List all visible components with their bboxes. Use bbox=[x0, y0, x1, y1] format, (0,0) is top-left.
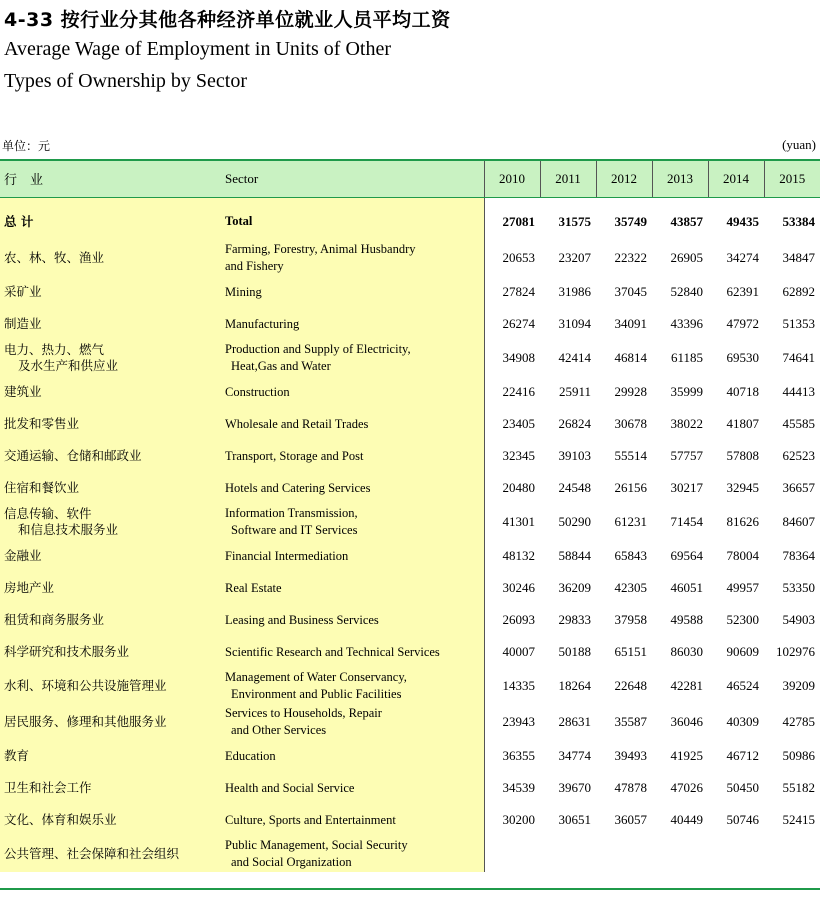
sector-name-cn-text: 教育 bbox=[4, 748, 30, 763]
wage-value-cell: 62892 bbox=[782, 284, 815, 299]
sector-name-en bbox=[221, 836, 484, 872]
sector-name-cn bbox=[0, 804, 221, 836]
sector-name-cn-text: 水利、环境和公共设施管理业 bbox=[4, 678, 167, 693]
sector-name-en-text: Mining bbox=[225, 284, 262, 299]
column-header-sector-en: Sector bbox=[221, 161, 484, 197]
sector-name-cn bbox=[0, 340, 221, 376]
sector-name-cn-text: 建筑业 bbox=[4, 384, 42, 399]
wage-value-cell: 25911 bbox=[558, 384, 591, 399]
wage-value-cell bbox=[596, 836, 652, 872]
wage-value-cell: 86030 bbox=[670, 644, 703, 659]
wage-value-cell: 36657 bbox=[782, 480, 815, 495]
sector-name-cn-text-line2: 和信息技术服务业 bbox=[18, 522, 119, 537]
sector-name-en bbox=[221, 804, 484, 836]
sector-name-en-text: Leasing and Business Services bbox=[225, 612, 379, 627]
wage-value-cell: 49588 bbox=[670, 612, 703, 627]
wage-value-cell: 42414 bbox=[558, 350, 591, 365]
table-row bbox=[0, 276, 820, 308]
sector-name-cn-text-line2: 及水生产和供应业 bbox=[18, 358, 119, 373]
wage-value-cell: 49435 bbox=[726, 213, 759, 229]
wage-value-cell bbox=[764, 836, 820, 872]
wage-value-cell: 47878 bbox=[614, 780, 647, 795]
sector-name-en-text: Wholesale and Retail Trades bbox=[225, 416, 369, 431]
column-header-year: 2015 bbox=[764, 161, 820, 197]
sector-name-cn-text: 金融业 bbox=[4, 548, 42, 563]
wage-value-cell: 22322 bbox=[614, 250, 647, 265]
wage-value-cell: 27081 bbox=[502, 213, 535, 229]
sector-name-cn-text: 公共管理、社会保障和社会组织 bbox=[4, 846, 180, 861]
wage-value-cell: 49957 bbox=[726, 580, 759, 595]
wage-value-cell: 52300 bbox=[726, 612, 759, 627]
table-row bbox=[0, 836, 820, 872]
wage-value-cell: 28631 bbox=[558, 714, 591, 729]
sector-name-en-text: Total bbox=[225, 214, 253, 229]
sector-name-en-text: Manufacturing bbox=[225, 316, 300, 331]
wage-value-cell: 41925 bbox=[670, 748, 703, 763]
sector-name-cn-text: 制造业 bbox=[4, 316, 42, 331]
table-header-row bbox=[0, 161, 820, 197]
wage-value-cell: 30200 bbox=[502, 812, 535, 827]
sector-name-en-text: Scientific Research and Technical Services bbox=[225, 644, 440, 659]
unit-label-cn: 单位：元 bbox=[2, 139, 51, 153]
sector-name-en bbox=[221, 668, 484, 704]
sector-name-cn-text: 采矿业 bbox=[4, 284, 42, 299]
sector-name-cn-text: 居民服务、修理和其他服务业 bbox=[4, 714, 167, 729]
wage-value-cell: 23943 bbox=[502, 714, 535, 729]
wage-value-cell: 34847 bbox=[782, 250, 815, 265]
sector-name-en-text: Public Management, Social Security bbox=[225, 838, 408, 852]
wage-value-cell: 30217 bbox=[670, 480, 703, 495]
wage-value-cell: 24548 bbox=[558, 480, 591, 495]
sector-name-en bbox=[221, 704, 484, 740]
wage-value-cell: 40007 bbox=[502, 644, 535, 659]
wage-value-cell: 52840 bbox=[670, 284, 703, 299]
sector-name-cn bbox=[0, 704, 221, 740]
sector-name-en-text: Culture, Sports and Entertainment bbox=[225, 812, 396, 827]
wage-value-cell: 34539 bbox=[502, 780, 535, 795]
wage-value-cell: 36046 bbox=[670, 714, 703, 729]
sector-name-cn-text: 总 计 bbox=[4, 213, 34, 229]
wage-value-cell: 47972 bbox=[726, 316, 759, 331]
table-row bbox=[0, 308, 820, 340]
table-row-total bbox=[0, 197, 820, 240]
wage-value-cell: 50746 bbox=[726, 812, 759, 827]
wage-value-cell: 34908 bbox=[502, 350, 535, 365]
wage-value-cell: 36057 bbox=[614, 812, 647, 827]
wage-value-cell: 65843 bbox=[614, 548, 647, 563]
sector-name-en bbox=[221, 504, 484, 540]
sector-name-en bbox=[221, 604, 484, 636]
unit-label-en: (yuan) bbox=[782, 137, 816, 152]
wage-value-cell: 20480 bbox=[502, 480, 535, 495]
wage-value-cell: 58844 bbox=[558, 548, 591, 563]
wage-value-cell: 57808 bbox=[726, 448, 759, 463]
wage-value-cell: 41301 bbox=[502, 514, 535, 529]
sector-name-cn bbox=[0, 197, 221, 240]
wage-value-cell: 42785 bbox=[782, 714, 815, 729]
sector-name-cn-text: 交通运输、仓储和邮政业 bbox=[4, 448, 142, 463]
sector-name-cn bbox=[0, 540, 221, 572]
sector-name-cn-text: 电力、热力、燃气 bbox=[4, 342, 105, 357]
page-title-en-line2: Types of Ownership by Sector bbox=[4, 70, 247, 92]
sector-name-cn bbox=[0, 472, 221, 504]
wage-value-cell: 50290 bbox=[558, 514, 591, 529]
table-row bbox=[0, 704, 820, 740]
wage-value-cell: 41807 bbox=[726, 416, 759, 431]
sector-name-en-text: Production and Supply of Electricity, bbox=[225, 342, 411, 356]
wage-value-cell: 20653 bbox=[502, 250, 535, 265]
wage-value-cell: 40449 bbox=[670, 812, 703, 827]
wage-value-cell: 61185 bbox=[670, 350, 703, 365]
sector-name-en bbox=[221, 276, 484, 308]
wage-value-cell: 51353 bbox=[782, 316, 815, 331]
wage-value-cell: 22416 bbox=[502, 384, 535, 399]
sector-name-en-text: Information Transmission, bbox=[225, 506, 358, 520]
sector-name-en bbox=[221, 340, 484, 376]
wage-value-cell: 36355 bbox=[502, 748, 535, 763]
wage-value-cell: 78004 bbox=[726, 548, 759, 563]
wage-value-cell: 57757 bbox=[670, 448, 703, 463]
wage-value-cell: 22648 bbox=[614, 678, 647, 693]
table-bottom-rule bbox=[0, 888, 820, 890]
wage-value-cell: 26274 bbox=[502, 316, 535, 331]
column-header-year: 2011 bbox=[540, 161, 596, 197]
sector-name-cn bbox=[0, 668, 221, 704]
wage-value-cell: 46524 bbox=[726, 678, 759, 693]
column-header-year: 2012 bbox=[596, 161, 652, 197]
wage-value-cell: 74641 bbox=[782, 350, 815, 365]
wage-value-cell: 34091 bbox=[614, 316, 647, 331]
wage-value-cell bbox=[652, 836, 708, 872]
wage-value-cell: 18264 bbox=[558, 678, 591, 693]
table-row bbox=[0, 740, 820, 772]
sector-name-en-text: Services to Households, Repair bbox=[225, 706, 382, 720]
wage-value-cell: 29833 bbox=[558, 612, 591, 627]
wage-value-cell: 39670 bbox=[558, 780, 591, 795]
wage-value-cell bbox=[540, 836, 596, 872]
wage-value-cell: 26156 bbox=[614, 480, 647, 495]
table-row bbox=[0, 504, 820, 540]
wage-value-cell: 45585 bbox=[782, 416, 815, 431]
sector-name-cn bbox=[0, 376, 221, 408]
table-row bbox=[0, 604, 820, 636]
wage-value-cell: 48132 bbox=[502, 548, 535, 563]
table-row bbox=[0, 340, 820, 376]
wage-value-cell: 62523 bbox=[782, 448, 815, 463]
wage-value-cell: 26905 bbox=[670, 250, 703, 265]
wage-value-cell: 35999 bbox=[670, 384, 703, 399]
sector-name-en-text-line2: and Social Organization bbox=[231, 855, 352, 869]
table-row bbox=[0, 440, 820, 472]
sector-name-en bbox=[221, 408, 484, 440]
wage-value-cell: 38022 bbox=[670, 416, 703, 431]
sector-name-en-text: Construction bbox=[225, 384, 290, 399]
sector-name-cn bbox=[0, 836, 221, 872]
sector-name-en bbox=[221, 240, 484, 276]
sector-name-en-text: Health and Social Service bbox=[225, 780, 355, 795]
column-header-sector-cn: 行 业 bbox=[0, 161, 221, 197]
sector-name-cn-text: 租赁和商务服务业 bbox=[4, 612, 105, 627]
wage-value-cell: 32345 bbox=[502, 448, 535, 463]
sector-name-cn-text: 批发和零售业 bbox=[4, 416, 80, 431]
table-row bbox=[0, 472, 820, 504]
wage-value-cell: 30651 bbox=[558, 812, 591, 827]
sector-name-en bbox=[221, 540, 484, 572]
wage-value-cell: 81626 bbox=[726, 514, 759, 529]
wage-value-cell: 30678 bbox=[614, 416, 647, 431]
wage-value-cell: 31986 bbox=[558, 284, 591, 299]
wage-value-cell bbox=[708, 836, 764, 872]
wage-value-cell: 39103 bbox=[558, 448, 591, 463]
sector-name-cn bbox=[0, 504, 221, 540]
sector-name-en-text: Education bbox=[225, 748, 276, 763]
wage-value-cell: 61231 bbox=[614, 514, 647, 529]
sector-name-cn bbox=[0, 740, 221, 772]
table-row bbox=[0, 772, 820, 804]
table-row bbox=[0, 668, 820, 704]
table-row bbox=[0, 408, 820, 440]
wage-value-cell: 84607 bbox=[782, 514, 815, 529]
sector-name-cn-text: 农、林、牧、渔业 bbox=[4, 250, 105, 265]
sector-name-cn bbox=[0, 308, 221, 340]
wage-value-cell: 29928 bbox=[614, 384, 647, 399]
wage-value-cell: 42305 bbox=[614, 580, 647, 595]
sector-name-en bbox=[221, 472, 484, 504]
wage-value-cell: 37958 bbox=[614, 612, 647, 627]
sector-name-cn bbox=[0, 772, 221, 804]
sector-name-en bbox=[221, 440, 484, 472]
wage-value-cell: 54903 bbox=[782, 612, 815, 627]
wage-value-cell: 69564 bbox=[670, 548, 703, 563]
table-row bbox=[0, 572, 820, 604]
sector-name-en bbox=[221, 740, 484, 772]
wage-value-cell: 36209 bbox=[558, 580, 591, 595]
sector-name-en-text-line2: Environment and Public Facilities bbox=[231, 687, 402, 701]
wage-value-cell: 31094 bbox=[558, 316, 591, 331]
wage-value-cell: 27824 bbox=[502, 284, 535, 299]
wage-value-cell: 50450 bbox=[726, 780, 759, 795]
sector-name-en-text-line2: Heat,Gas and Water bbox=[231, 359, 331, 373]
wage-value-cell: 102976 bbox=[776, 644, 815, 659]
sector-name-en bbox=[221, 772, 484, 804]
sector-name-en bbox=[221, 376, 484, 408]
wage-value-cell: 35587 bbox=[614, 714, 647, 729]
wage-value-cell: 50986 bbox=[782, 748, 815, 763]
wage-value-cell: 78364 bbox=[782, 548, 815, 563]
wage-value-cell: 53384 bbox=[782, 213, 815, 229]
wage-value-cell: 26093 bbox=[502, 612, 535, 627]
sector-name-cn-text: 住宿和餐饮业 bbox=[4, 480, 80, 495]
wage-value-cell: 23207 bbox=[558, 250, 591, 265]
sector-name-en bbox=[221, 197, 484, 240]
wage-value-cell: 46814 bbox=[614, 350, 647, 365]
wage-value-cell: 14335 bbox=[502, 678, 535, 693]
sector-name-en-text: Management of Water Conservancy, bbox=[225, 670, 407, 684]
sector-name-cn-text: 房地产业 bbox=[4, 580, 55, 595]
table-row bbox=[0, 540, 820, 572]
sector-name-en-text-line2: Software and IT Services bbox=[231, 523, 358, 537]
wage-value-cell bbox=[484, 836, 540, 872]
wage-value-cell: 55182 bbox=[782, 780, 815, 795]
wage-value-cell: 46051 bbox=[670, 580, 703, 595]
page-title-cn: 4-33 按行业分其他各种经济单位就业人员平均工资 bbox=[4, 9, 451, 31]
wage-value-cell: 40718 bbox=[726, 384, 759, 399]
sector-name-cn-text: 科学研究和技术服务业 bbox=[4, 644, 130, 659]
table-row bbox=[0, 636, 820, 668]
sector-name-en bbox=[221, 572, 484, 604]
wage-value-cell: 69530 bbox=[726, 350, 759, 365]
wage-value-cell: 34274 bbox=[726, 250, 759, 265]
table-row bbox=[0, 240, 820, 276]
wage-value-cell: 53350 bbox=[782, 580, 815, 595]
sector-name-en-text: Financial Intermediation bbox=[225, 548, 349, 563]
wage-value-cell: 30246 bbox=[502, 580, 535, 595]
wage-value-cell: 52415 bbox=[782, 812, 815, 827]
column-header-year: 2013 bbox=[652, 161, 708, 197]
wage-value-cell: 65151 bbox=[614, 644, 647, 659]
sector-name-cn bbox=[0, 636, 221, 668]
wage-value-cell: 43857 bbox=[670, 213, 703, 229]
wage-table bbox=[0, 161, 820, 872]
column-header-year: 2014 bbox=[708, 161, 764, 197]
sector-name-cn bbox=[0, 440, 221, 472]
sector-name-en-text: Real Estate bbox=[225, 580, 282, 595]
sector-name-cn-text: 卫生和社会工作 bbox=[4, 780, 92, 795]
wage-value-cell: 71454 bbox=[670, 514, 703, 529]
wage-value-cell: 42281 bbox=[670, 678, 703, 693]
wage-value-cell: 35749 bbox=[614, 213, 647, 229]
wage-value-cell: 62391 bbox=[726, 284, 759, 299]
table-row bbox=[0, 804, 820, 836]
sector-name-cn bbox=[0, 408, 221, 440]
table-row bbox=[0, 376, 820, 408]
sector-name-cn bbox=[0, 276, 221, 308]
sector-name-cn-text: 文化、体育和娱乐业 bbox=[4, 812, 117, 827]
wage-value-cell: 26824 bbox=[558, 416, 591, 431]
wage-value-cell: 31575 bbox=[558, 213, 591, 229]
wage-value-cell: 43396 bbox=[670, 316, 703, 331]
column-header-year: 2010 bbox=[484, 161, 540, 197]
wage-value-cell: 90609 bbox=[726, 644, 759, 659]
wage-value-cell: 55514 bbox=[614, 448, 647, 463]
sector-name-en-text: Farming, Forestry, Animal Husbandry bbox=[225, 242, 416, 256]
sector-name-en-text-line2: and Other Services bbox=[231, 723, 327, 737]
wage-value-cell: 23405 bbox=[502, 416, 535, 431]
sector-name-cn bbox=[0, 240, 221, 276]
wage-value-cell: 39209 bbox=[782, 678, 815, 693]
sector-name-en bbox=[221, 308, 484, 340]
table-body bbox=[0, 197, 820, 872]
wage-value-cell: 46712 bbox=[726, 748, 759, 763]
sector-name-en-text-line2: and Fishery bbox=[225, 259, 284, 273]
sector-name-en bbox=[221, 636, 484, 668]
wage-value-cell: 39493 bbox=[614, 748, 647, 763]
sector-name-en-text: Hotels and Catering Services bbox=[225, 480, 371, 495]
wage-value-cell: 44413 bbox=[782, 384, 815, 399]
page-title-en-line1: Average Wage of Employment in Units of Other bbox=[4, 38, 391, 60]
sector-name-en-text: Transport, Storage and Post bbox=[225, 448, 364, 463]
wage-value-cell: 37045 bbox=[614, 284, 647, 299]
wage-value-cell: 47026 bbox=[670, 780, 703, 795]
wage-value-cell: 40309 bbox=[726, 714, 759, 729]
wage-value-cell: 34774 bbox=[558, 748, 591, 763]
sector-name-cn-text: 信息传输、软件 bbox=[4, 506, 92, 521]
wage-value-cell: 32945 bbox=[726, 480, 759, 495]
sector-name-cn bbox=[0, 604, 221, 636]
sector-name-cn bbox=[0, 572, 221, 604]
wage-value-cell: 50188 bbox=[558, 644, 591, 659]
